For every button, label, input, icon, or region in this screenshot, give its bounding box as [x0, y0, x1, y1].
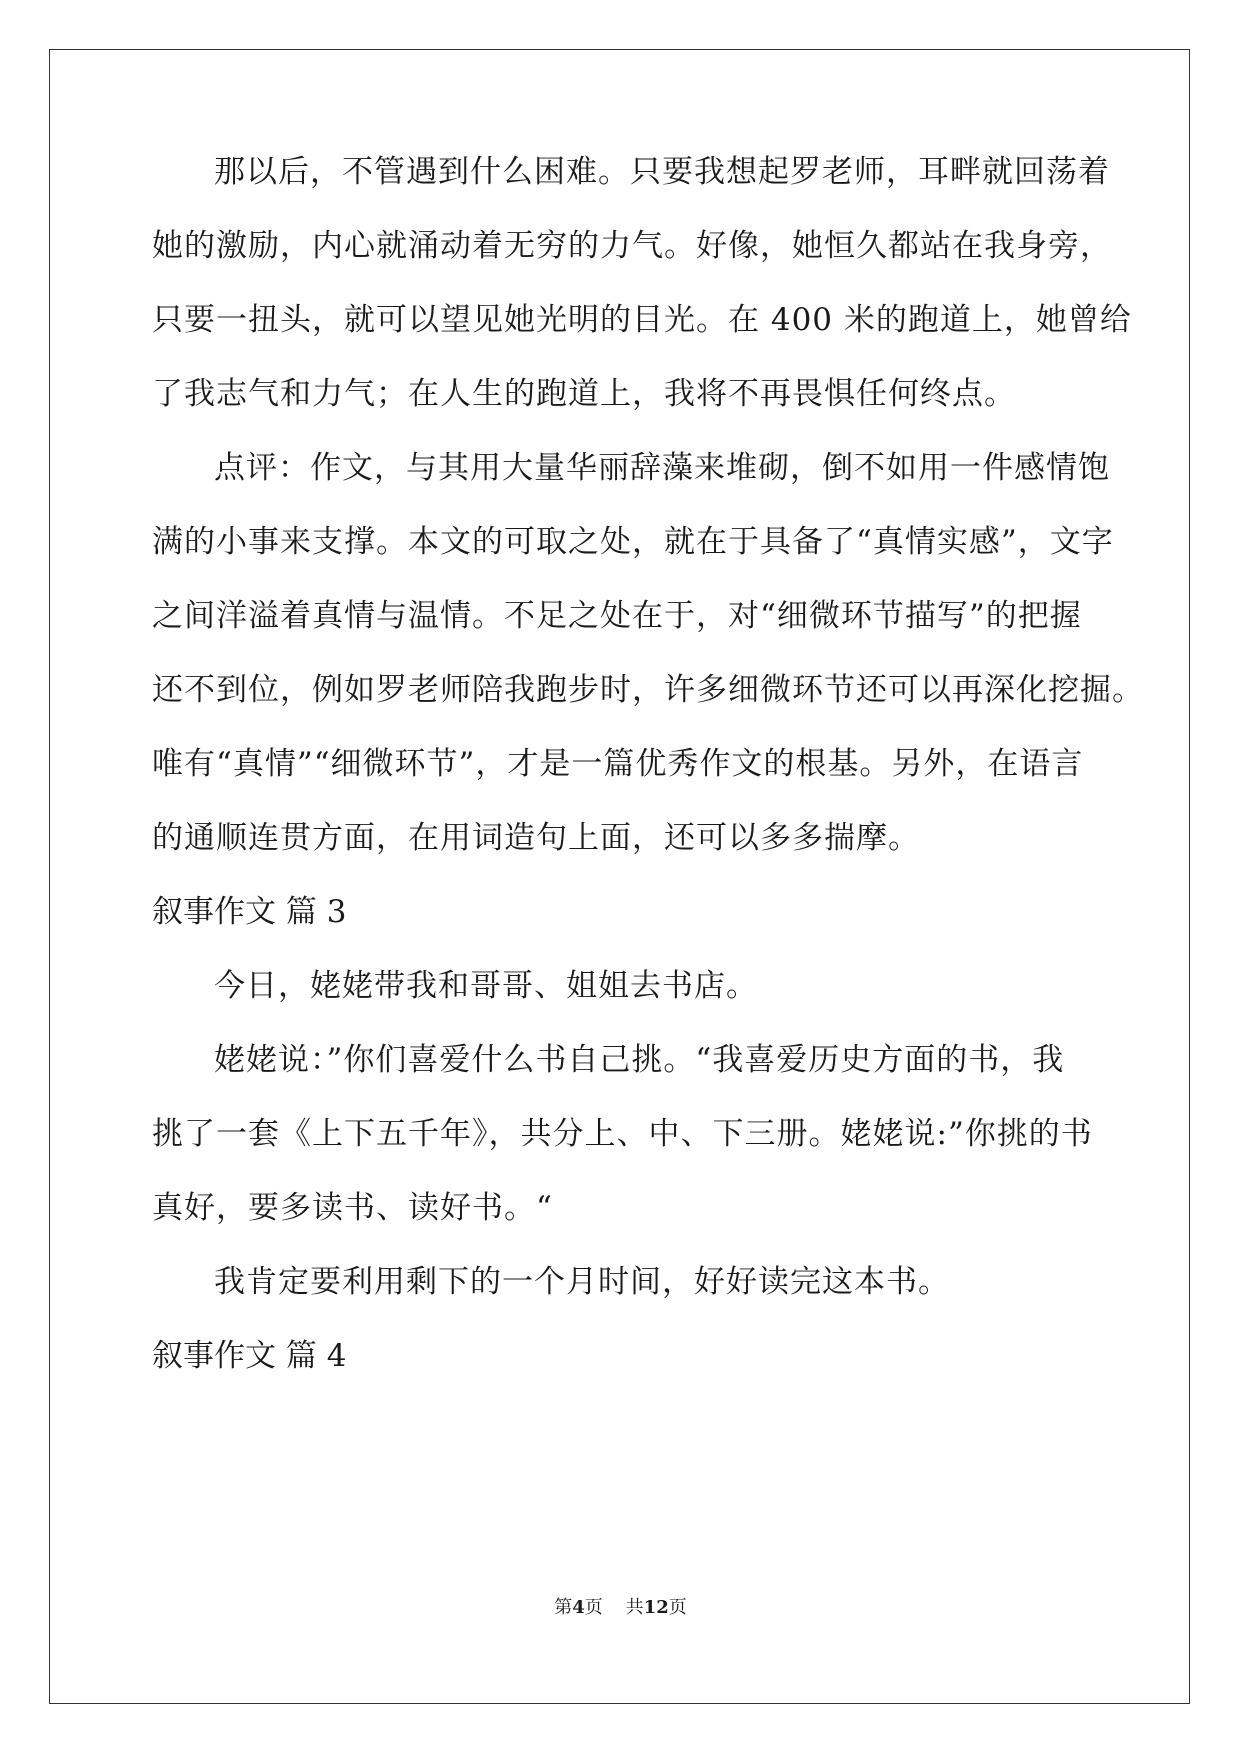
- paragraph-line: 今日，姥姥带我和哥哥、姐姐去书店。: [214, 968, 758, 1004]
- paragraph-line: 满的小事来支撑。本文的可取之处，就在于具备了“真情实感”，文字: [152, 524, 1114, 560]
- total-prefix: 共: [625, 1597, 644, 1618]
- paragraph-line: 唯有“真情”“细微环节”，才是一篇优秀作文的根基。另外，在语言: [152, 746, 1084, 782]
- paragraph-line: 之间洋溢着真情与温情。不足之处在于，对“细微环节描写”的把握: [152, 598, 1082, 634]
- total-suffix: 页: [668, 1597, 687, 1618]
- paragraph-line: 的通顺连贯方面，在用词造句上面，还可以多多揣摩。: [152, 820, 920, 856]
- section-heading: 叙事作文 篇 4: [152, 1338, 347, 1374]
- paragraph-line: 她的激励，内心就涌动着无穷的力气。好像，她恒久都站在我身旁，: [152, 228, 1112, 264]
- page-footer: [0, 1596, 1241, 1620]
- paragraph-line: 真好，要多读书、读好书。“: [152, 1190, 553, 1226]
- paragraph-line: 点评：作文，与其用大量华丽辞藻来堆砌，倒不如用一件感情饱: [214, 450, 1110, 486]
- paragraph-line: 还不到位，例如罗老师陪我跑步时，许多细微环节还可以再深化挖掘。: [152, 672, 1144, 708]
- paragraph-line: 了我志气和力气；在人生的跑道上，我将不再畏惧任何终点。: [152, 376, 1016, 412]
- page-prefix: 第: [554, 1597, 573, 1618]
- section-heading: 叙事作文 篇 3: [152, 894, 347, 930]
- paragraph-line: 那以后，不管遇到什么困难。只要我想起罗老师，耳畔就回荡着: [214, 154, 1110, 190]
- paragraph-line: 我肯定要利用剩下的一个月时间，好好读完这本书。: [214, 1264, 950, 1300]
- paragraph-line: 姥姥说：”你们喜爱什么书自己挑。“我喜爱历史方面的书，我: [214, 1042, 1065, 1078]
- paragraph-line: 挑了一套《上下五千年》，共分上、中、下三册。姥姥说:”你挑的书: [152, 1116, 1093, 1152]
- page-number: 4: [572, 1597, 585, 1618]
- paragraph-line: 只要一扭头，就可以望见她光明的目光。在 400 米的跑道上，她曾给: [152, 302, 1132, 338]
- total-pages: 12: [643, 1597, 669, 1618]
- page-suffix: 页: [584, 1597, 603, 1618]
- page-border: [49, 49, 1190, 1704]
